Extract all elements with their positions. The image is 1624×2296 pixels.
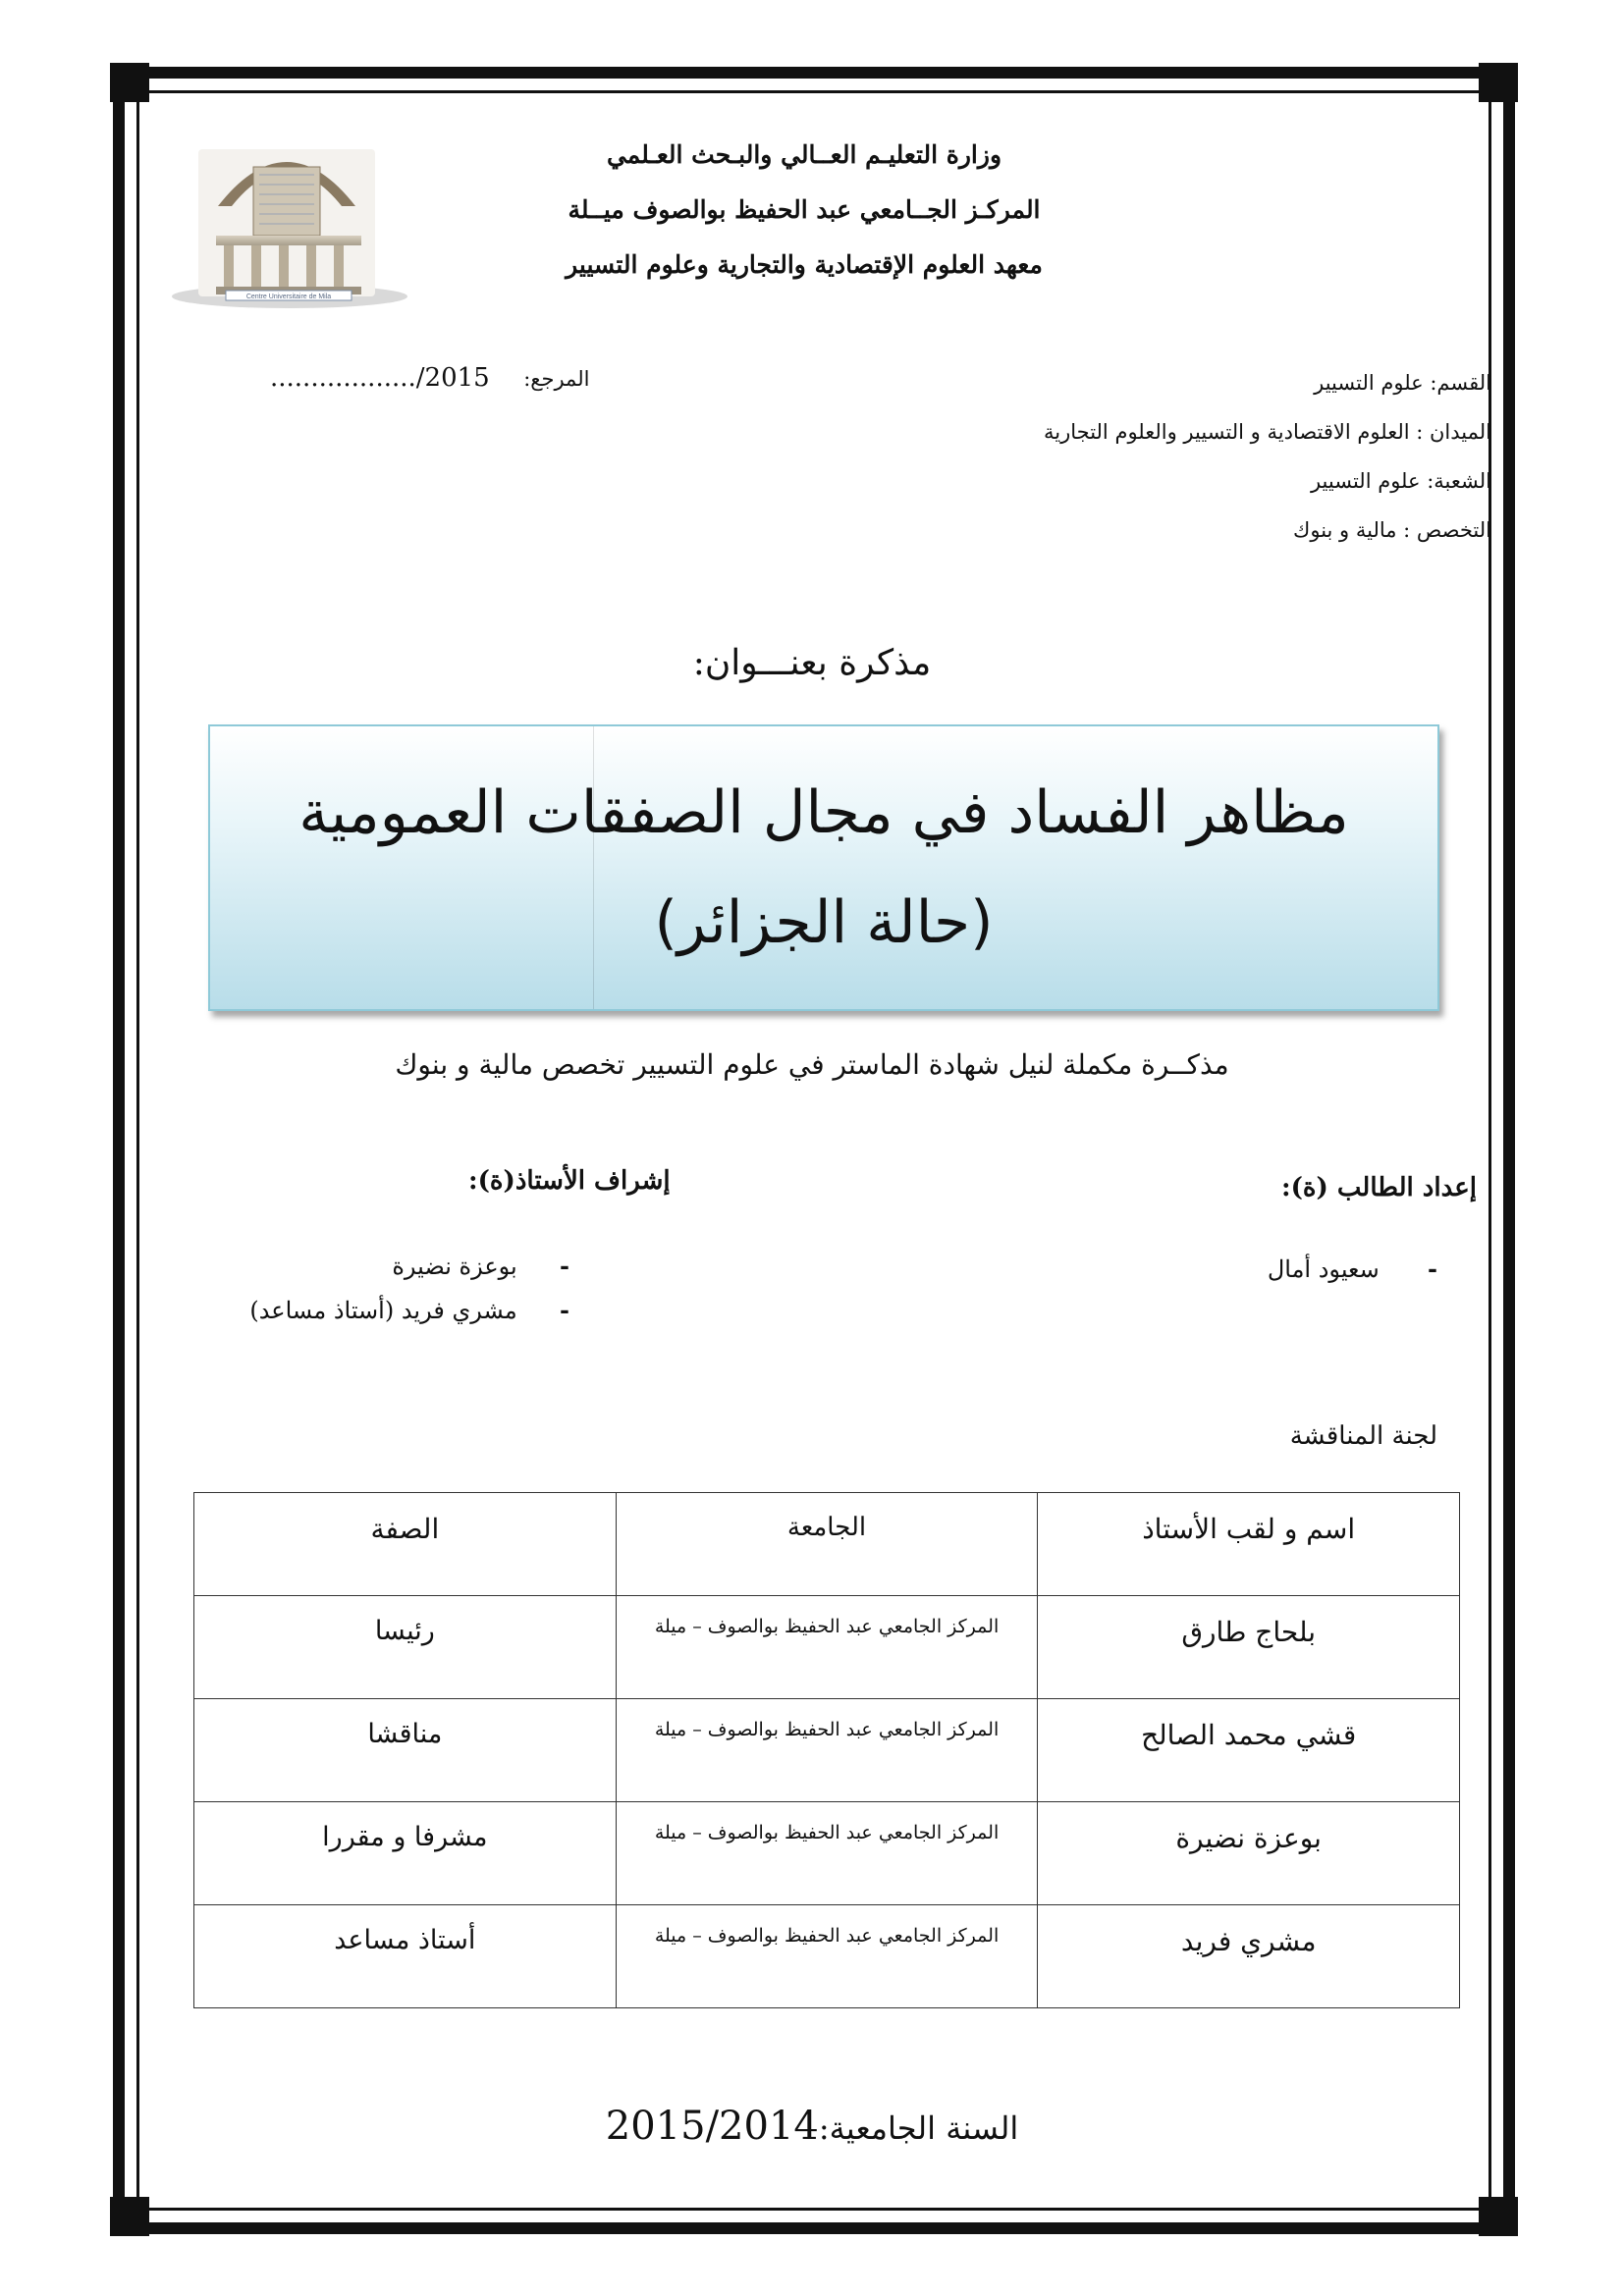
institution-header bbox=[549, 128, 1059, 293]
ministry-name: وزارة التعليـم العــالي والبـحث العـلمي bbox=[606, 140, 1002, 169]
list-dash: - bbox=[1428, 1255, 1437, 1283]
field-line: الميدان : العلوم الاقتصادية و التسيير والعلوم التجارية bbox=[1044, 420, 1491, 444]
co-supervisor-name: مشري فريد (أستاذ مساعد) bbox=[249, 1297, 517, 1324]
supervisor-name: بوعزة نضيرة bbox=[392, 1253, 517, 1280]
member-role: مشرفا و مقررا bbox=[194, 1802, 617, 1905]
reference-value: ................../2015 bbox=[270, 363, 490, 393]
member-university: المركز الجامعي عبد الحفيظ بوالصوف – ميلة bbox=[616, 1802, 1038, 1905]
frame-corner bbox=[1479, 63, 1518, 102]
branch-line: الشعبة: علوم التسيير bbox=[1310, 469, 1491, 493]
member-university: المركز الجامعي عبد الحفيظ بوالصوف – ميلة bbox=[616, 1699, 1038, 1802]
academic-year bbox=[0, 2104, 1624, 2149]
department-line: القسم: علوم التسيير bbox=[1314, 371, 1491, 395]
column-header: الصفة bbox=[194, 1493, 617, 1596]
member-university: المركز الجامعي عبد الحفيظ بوالصوف – ميلة bbox=[616, 1596, 1038, 1699]
supervisor-name-item bbox=[249, 1296, 569, 1324]
supervisor-name-item bbox=[265, 1252, 569, 1280]
center-name: المركـز الجــامعي عبد الحفيظ بوالصوف ميــلة bbox=[568, 195, 1041, 224]
table-row bbox=[194, 1905, 1460, 2008]
committee-table bbox=[193, 1492, 1460, 2008]
member-university: المركز الجامعي عبد الحفيظ بوالصوف – ميلة bbox=[616, 1905, 1038, 2008]
student-name-item bbox=[1268, 1255, 1437, 1283]
table-row bbox=[194, 1699, 1460, 1802]
member-name: قشي محمد الصالح bbox=[1038, 1699, 1460, 1802]
member-name: مشري فريد bbox=[1038, 1905, 1460, 2008]
university-logo bbox=[157, 128, 412, 314]
member-name: بوعزة نضيرة bbox=[1038, 1802, 1460, 1905]
committee-label: لجنة المناقشة bbox=[1289, 1421, 1437, 1451]
table-row bbox=[194, 1802, 1460, 1905]
member-role: رئيسا bbox=[194, 1596, 617, 1699]
specialty-line: التخصص : مالية و بنوك bbox=[1293, 518, 1491, 542]
thesis-title-line2: (حالة الجزائر) bbox=[654, 888, 994, 957]
column-header: اسم و لقب الأستاذ bbox=[1038, 1493, 1460, 1596]
member-role: مناقشا bbox=[194, 1699, 617, 1802]
title-box-divider bbox=[593, 726, 594, 1009]
reference-label: المرجع: bbox=[523, 367, 590, 391]
academic-year-value: 2015/2014 bbox=[605, 2104, 819, 2149]
logo-caption: Centre Universitaire de Mila bbox=[245, 294, 332, 300]
supervisor-label: إشراف الأستاذ(ة): bbox=[468, 1166, 671, 1196]
list-dash: - bbox=[560, 1252, 569, 1280]
member-name: بلحاج طارق bbox=[1038, 1596, 1460, 1699]
thesis-title-line1: مظاهر الفساد في مجال الصفقات العمومية bbox=[298, 778, 1349, 847]
student-label: إعداد الطالب (ة): bbox=[1281, 1173, 1477, 1202]
thesis-subtitle: مذكــرة مكملة لنيل شهادة الماستر في علوم التسيير تخصص مالية و بنوك bbox=[395, 1048, 1229, 1081]
institute-name: معهد العلوم الإقتصادية والتجارية وعلوم التسيير bbox=[566, 250, 1043, 279]
column-header: الجامعة bbox=[616, 1493, 1038, 1596]
list-dash: - bbox=[560, 1296, 569, 1324]
thesis-title-box bbox=[208, 724, 1439, 1011]
table-row bbox=[194, 1596, 1460, 1699]
table-header-row bbox=[194, 1493, 1460, 1596]
member-role: أستاذ مساعد bbox=[194, 1905, 617, 2008]
frame-corner bbox=[110, 63, 149, 102]
frame-corner bbox=[110, 2197, 149, 2236]
memo-heading: مذكرة بعنـــوان: bbox=[692, 643, 932, 683]
reference-line bbox=[270, 363, 589, 393]
student-name: سعيود أمال bbox=[1267, 1255, 1380, 1283]
frame-corner bbox=[1479, 2197, 1518, 2236]
academic-year-label: السنة الجامعية: bbox=[818, 2109, 1019, 2147]
